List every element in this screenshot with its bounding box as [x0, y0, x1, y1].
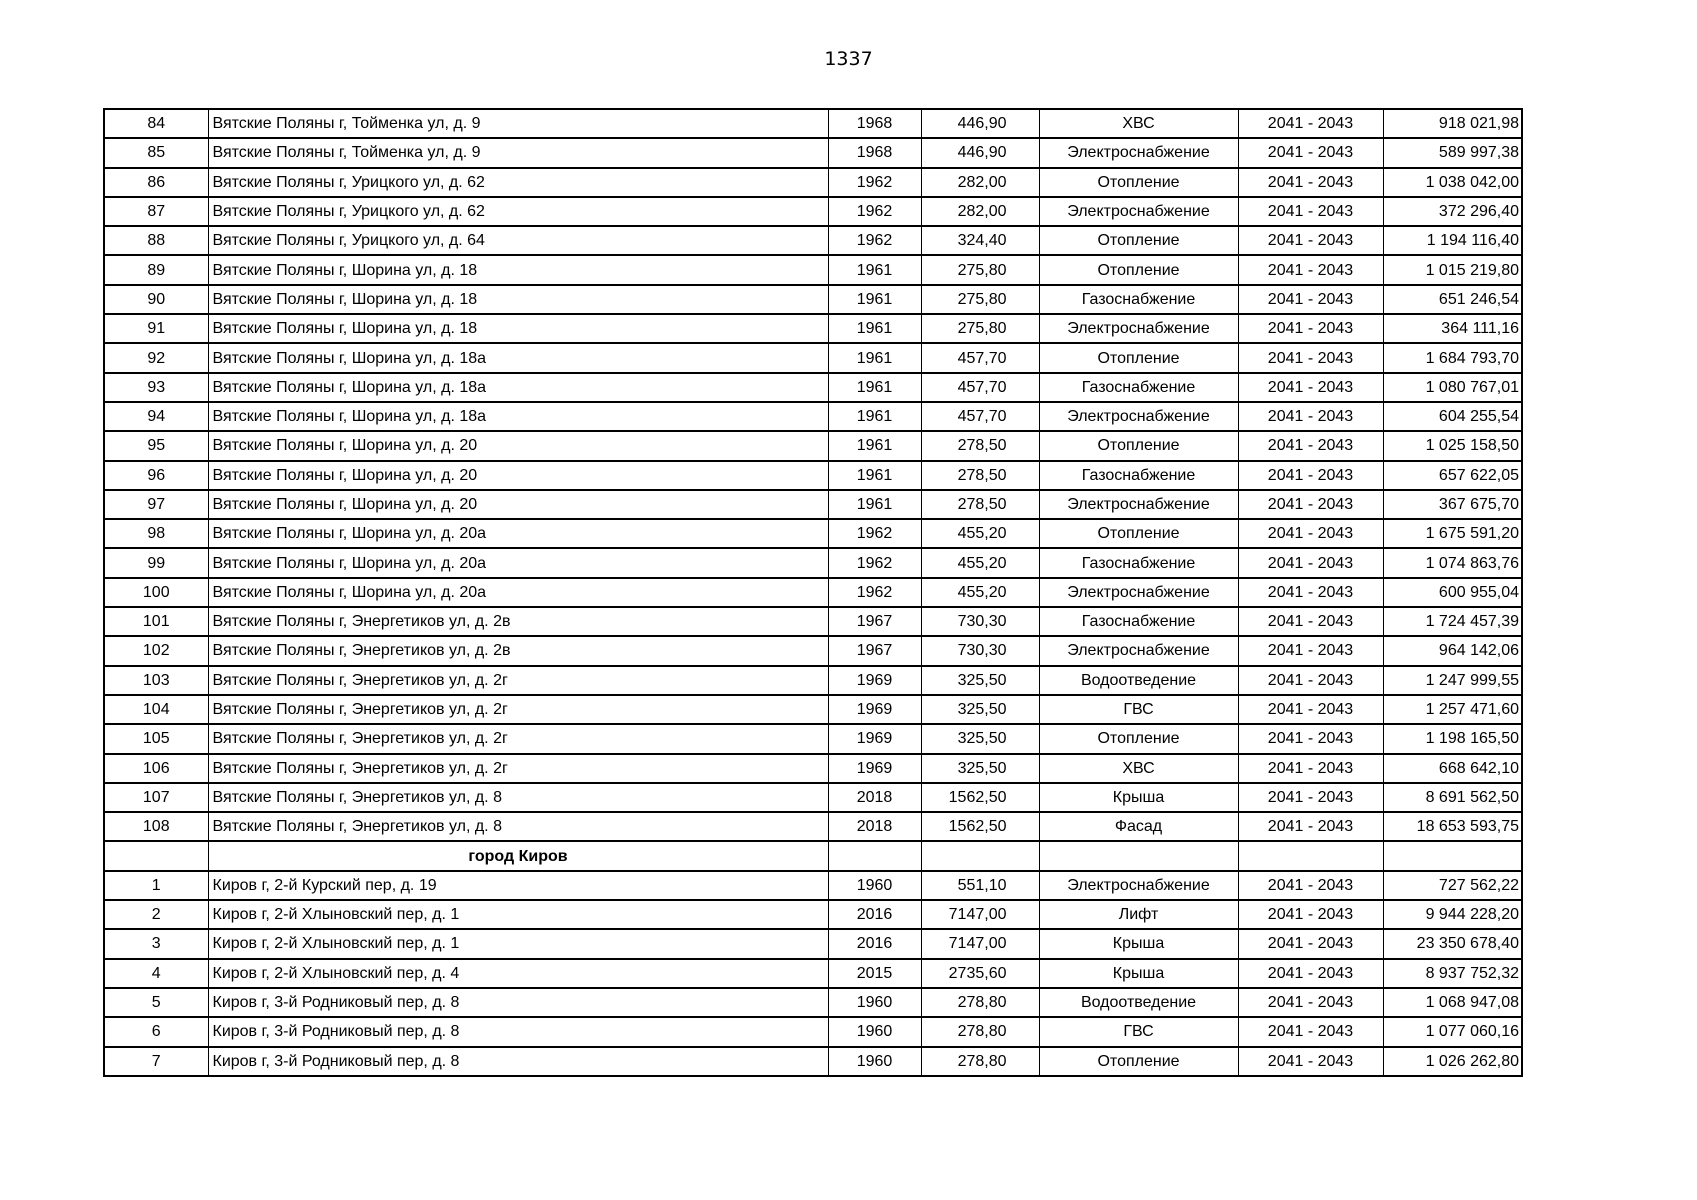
area-cell: 278,50 [921, 461, 1039, 490]
area-cell: 7147,00 [921, 929, 1039, 958]
year-built-cell: 2016 [828, 929, 921, 958]
area-cell: 457,70 [921, 373, 1039, 402]
address-cell: Киров г, 2-й Хлыновский пер, д. 1 [208, 929, 828, 958]
address-cell: Вятские Поляны г, Энергетиков ул, д. 2г [208, 754, 828, 783]
table-row [104, 255, 1522, 284]
cost-cell: 364 111,16 [1383, 314, 1522, 343]
area-cell: 278,80 [921, 1047, 1039, 1076]
year-built-cell: 1960 [828, 1047, 921, 1076]
address-cell: Вятские Поляны г, Энергетиков ул, д. 8 [208, 812, 828, 841]
area-cell: 278,50 [921, 431, 1039, 460]
row-number: 6 [104, 1017, 208, 1046]
address-cell: Вятские Поляны г, Энергетиков ул, д. 2в [208, 636, 828, 665]
table-row [104, 754, 1522, 783]
work-type-cell: Отопление [1039, 1047, 1238, 1076]
cost-cell: 589 997,38 [1383, 138, 1522, 167]
work-type-cell: Газоснабжение [1039, 607, 1238, 636]
table-row [104, 607, 1522, 636]
period-cell: 2041 - 2043 [1238, 988, 1383, 1017]
row-number: 88 [104, 226, 208, 255]
year-built-cell: 1961 [828, 285, 921, 314]
cost-cell: 1 247 999,55 [1383, 666, 1522, 695]
work-type-cell: Электроснабжение [1039, 314, 1238, 343]
cost-cell: 372 296,40 [1383, 197, 1522, 226]
address-cell: Киров г, 3-й Родниковый пер, д. 8 [208, 1017, 828, 1046]
address-cell: Вятские Поляны г, Энергетиков ул, д. 2г [208, 724, 828, 753]
year-built-cell [828, 841, 921, 870]
year-built-cell: 1962 [828, 168, 921, 197]
work-type-cell: Электроснабжение [1039, 490, 1238, 519]
row-number: 103 [104, 666, 208, 695]
period-cell: 2041 - 2043 [1238, 871, 1383, 900]
table-row [104, 548, 1522, 577]
period-cell: 2041 - 2043 [1238, 431, 1383, 460]
cost-cell: 1 015 219,80 [1383, 255, 1522, 284]
work-type-cell: Электроснабжение [1039, 402, 1238, 431]
table-row [104, 168, 1522, 197]
table-row [104, 988, 1522, 1017]
table-row [104, 314, 1522, 343]
area-cell: 457,70 [921, 402, 1039, 431]
table-row [104, 373, 1522, 402]
year-built-cell: 1969 [828, 754, 921, 783]
address-cell: Вятские Поляны г, Шорина ул, д. 20 [208, 431, 828, 460]
cost-cell: 1 077 060,16 [1383, 1017, 1522, 1046]
address-cell: Вятские Поляны г, Шорина ул, д. 18а [208, 373, 828, 402]
address-cell: Киров г, 3-й Родниковый пер, д. 8 [208, 1047, 828, 1076]
row-number: 98 [104, 519, 208, 548]
address-cell: Вятские Поляны г, Урицкого ул, д. 62 [208, 168, 828, 197]
address-cell: Вятские Поляны г, Энергетиков ул, д. 2г [208, 695, 828, 724]
cost-cell: 668 642,10 [1383, 754, 1522, 783]
row-number: 5 [104, 988, 208, 1017]
area-cell: 275,80 [921, 255, 1039, 284]
cost-cell: 1 080 767,01 [1383, 373, 1522, 402]
area-cell: 282,00 [921, 197, 1039, 226]
work-type-cell: Газоснабжение [1039, 373, 1238, 402]
table-row [104, 490, 1522, 519]
cost-cell: 8 691 562,50 [1383, 783, 1522, 812]
work-type-cell: Крыша [1039, 929, 1238, 958]
year-built-cell: 2016 [828, 900, 921, 929]
cost-cell: 1 198 165,50 [1383, 724, 1522, 753]
row-number: 97 [104, 490, 208, 519]
period-cell: 2041 - 2043 [1238, 314, 1383, 343]
year-built-cell: 1968 [828, 138, 921, 167]
year-built-cell: 2018 [828, 783, 921, 812]
period-cell: 2041 - 2043 [1238, 578, 1383, 607]
cost-cell: 651 246,54 [1383, 285, 1522, 314]
cost-cell: 367 675,70 [1383, 490, 1522, 519]
period-cell [1238, 841, 1383, 870]
address-cell: Вятские Поляны г, Шорина ул, д. 20а [208, 519, 828, 548]
period-cell: 2041 - 2043 [1238, 1047, 1383, 1076]
period-cell: 2041 - 2043 [1238, 490, 1383, 519]
address-cell: Киров г, 2-й Курский пер, д. 19 [208, 871, 828, 900]
repair-schedule-table [103, 108, 1523, 1077]
period-cell: 2041 - 2043 [1238, 754, 1383, 783]
year-built-cell: 1961 [828, 490, 921, 519]
row-number: 86 [104, 168, 208, 197]
area-cell: 457,70 [921, 343, 1039, 372]
period-cell: 2041 - 2043 [1238, 519, 1383, 548]
work-type-cell [1039, 841, 1238, 870]
cost-cell: 9 944 228,20 [1383, 900, 1522, 929]
address-cell: Вятские Поляны г, Шорина ул, д. 18 [208, 255, 828, 284]
cost-cell: 600 955,04 [1383, 578, 1522, 607]
period-cell: 2041 - 2043 [1238, 255, 1383, 284]
area-cell: 446,90 [921, 138, 1039, 167]
row-number [104, 841, 208, 870]
cost-cell: 918 021,98 [1383, 109, 1522, 138]
row-number: 84 [104, 109, 208, 138]
period-cell: 2041 - 2043 [1238, 695, 1383, 724]
row-number: 93 [104, 373, 208, 402]
year-built-cell: 2015 [828, 959, 921, 988]
period-cell: 2041 - 2043 [1238, 373, 1383, 402]
address-cell: Вятские Поляны г, Энергетиков ул, д. 8 [208, 783, 828, 812]
table-row [104, 226, 1522, 255]
year-built-cell: 1961 [828, 314, 921, 343]
table-body [104, 109, 1522, 1076]
row-number: 4 [104, 959, 208, 988]
year-built-cell: 1960 [828, 1017, 921, 1046]
row-number: 87 [104, 197, 208, 226]
period-cell: 2041 - 2043 [1238, 900, 1383, 929]
year-built-cell: 1962 [828, 548, 921, 577]
period-cell: 2041 - 2043 [1238, 285, 1383, 314]
work-type-cell: Отопление [1039, 431, 1238, 460]
address-cell: Вятские Поляны г, Шорина ул, д. 18 [208, 314, 828, 343]
period-cell: 2041 - 2043 [1238, 197, 1383, 226]
year-built-cell: 1969 [828, 695, 921, 724]
table-row [104, 695, 1522, 724]
work-type-cell: Водоотведение [1039, 666, 1238, 695]
cost-cell: 8 937 752,32 [1383, 959, 1522, 988]
work-type-cell: Отопление [1039, 226, 1238, 255]
work-type-cell: Газоснабжение [1039, 461, 1238, 490]
area-cell: 325,50 [921, 754, 1039, 783]
year-built-cell: 1967 [828, 636, 921, 665]
work-type-cell: ХВС [1039, 754, 1238, 783]
year-built-cell: 1961 [828, 431, 921, 460]
row-number: 102 [104, 636, 208, 665]
row-number: 100 [104, 578, 208, 607]
row-number: 7 [104, 1047, 208, 1076]
address-cell: Вятские Поляны г, Энергетиков ул, д. 2в [208, 607, 828, 636]
cost-cell: 1 068 947,08 [1383, 988, 1522, 1017]
work-type-cell: Лифт [1039, 900, 1238, 929]
row-number: 99 [104, 548, 208, 577]
work-type-cell: ХВС [1039, 109, 1238, 138]
work-type-cell: ГВС [1039, 695, 1238, 724]
area-cell: 551,10 [921, 871, 1039, 900]
row-number: 85 [104, 138, 208, 167]
work-type-cell: ГВС [1039, 1017, 1238, 1046]
address-cell: Вятские Поляны г, Шорина ул, д. 20 [208, 490, 828, 519]
area-cell: 275,80 [921, 285, 1039, 314]
page-number: 1337 [824, 48, 873, 70]
table-row [104, 812, 1522, 841]
address-cell: Вятские Поляны г, Шорина ул, д. 20 [208, 461, 828, 490]
area-cell: 325,50 [921, 724, 1039, 753]
address-cell: Вятские Поляны г, Тойменка ул, д. 9 [208, 138, 828, 167]
area-cell: 455,20 [921, 548, 1039, 577]
year-built-cell: 1961 [828, 343, 921, 372]
period-cell: 2041 - 2043 [1238, 783, 1383, 812]
table-row [104, 666, 1522, 695]
area-cell: 446,90 [921, 109, 1039, 138]
area-cell: 282,00 [921, 168, 1039, 197]
table-row [104, 109, 1522, 138]
year-built-cell: 1962 [828, 519, 921, 548]
table-row [104, 1017, 1522, 1046]
period-cell: 2041 - 2043 [1238, 402, 1383, 431]
period-cell: 2041 - 2043 [1238, 138, 1383, 167]
area-cell: 278,50 [921, 490, 1039, 519]
cost-cell: 1 684 793,70 [1383, 343, 1522, 372]
table-row [104, 636, 1522, 665]
row-number: 96 [104, 461, 208, 490]
address-cell: Вятские Поляны г, Энергетиков ул, д. 2г [208, 666, 828, 695]
work-type-cell: Электроснабжение [1039, 197, 1238, 226]
table-row [104, 900, 1522, 929]
period-cell: 2041 - 2043 [1238, 812, 1383, 841]
year-built-cell: 1960 [828, 988, 921, 1017]
area-cell: 730,30 [921, 636, 1039, 665]
area-cell [921, 841, 1039, 870]
row-number: 2 [104, 900, 208, 929]
work-type-cell: Крыша [1039, 959, 1238, 988]
area-cell: 275,80 [921, 314, 1039, 343]
work-type-cell: Водоотведение [1039, 988, 1238, 1017]
cost-cell: 1 074 863,76 [1383, 548, 1522, 577]
year-built-cell: 1960 [828, 871, 921, 900]
address-cell: Вятские Поляны г, Шорина ул, д. 20а [208, 578, 828, 607]
work-type-cell: Электроснабжение [1039, 578, 1238, 607]
year-built-cell: 1962 [828, 226, 921, 255]
row-number: 107 [104, 783, 208, 812]
work-type-cell: Электроснабжение [1039, 636, 1238, 665]
period-cell: 2041 - 2043 [1238, 109, 1383, 138]
period-cell: 2041 - 2043 [1238, 607, 1383, 636]
work-type-cell: Газоснабжение [1039, 285, 1238, 314]
row-number: 89 [104, 255, 208, 284]
work-type-cell: Отопление [1039, 343, 1238, 372]
year-built-cell: 1961 [828, 461, 921, 490]
period-cell: 2041 - 2043 [1238, 666, 1383, 695]
year-built-cell: 1961 [828, 255, 921, 284]
period-cell: 2041 - 2043 [1238, 343, 1383, 372]
table-row [104, 1047, 1522, 1076]
row-number: 92 [104, 343, 208, 372]
period-cell: 2041 - 2043 [1238, 1017, 1383, 1046]
address-cell: Вятские Поляны г, Урицкого ул, д. 62 [208, 197, 828, 226]
cost-cell: 657 622,05 [1383, 461, 1522, 490]
row-number: 105 [104, 724, 208, 753]
table-row [104, 724, 1522, 753]
area-cell: 1562,50 [921, 783, 1039, 812]
period-cell: 2041 - 2043 [1238, 226, 1383, 255]
table-row [104, 519, 1522, 548]
cost-cell: 1 038 042,00 [1383, 168, 1522, 197]
row-number: 3 [104, 929, 208, 958]
table-row [104, 783, 1522, 812]
cost-cell: 1 675 591,20 [1383, 519, 1522, 548]
cost-cell: 1 194 116,40 [1383, 226, 1522, 255]
period-cell: 2041 - 2043 [1238, 636, 1383, 665]
period-cell: 2041 - 2043 [1238, 929, 1383, 958]
cost-cell [1383, 841, 1522, 870]
table-row [104, 578, 1522, 607]
section-header-row [104, 841, 1522, 870]
year-built-cell: 1969 [828, 724, 921, 753]
address-cell: Вятские Поляны г, Шорина ул, д. 18а [208, 343, 828, 372]
row-number: 1 [104, 871, 208, 900]
row-number: 108 [104, 812, 208, 841]
cost-cell: 23 350 678,40 [1383, 929, 1522, 958]
address-cell: Вятские Поляны г, Шорина ул, д. 18а [208, 402, 828, 431]
year-built-cell: 1968 [828, 109, 921, 138]
area-cell: 455,20 [921, 519, 1039, 548]
year-built-cell: 1969 [828, 666, 921, 695]
table-row [104, 871, 1522, 900]
work-type-cell: Отопление [1039, 519, 1238, 548]
work-type-cell: Отопление [1039, 724, 1238, 753]
cost-cell: 1 257 471,60 [1383, 695, 1522, 724]
table-row [104, 959, 1522, 988]
table-row [104, 402, 1522, 431]
work-type-cell: Газоснабжение [1039, 548, 1238, 577]
work-type-cell: Фасад [1039, 812, 1238, 841]
row-number: 104 [104, 695, 208, 724]
table-row [104, 461, 1522, 490]
section-title: город Киров [208, 841, 828, 870]
row-number: 90 [104, 285, 208, 314]
table-row [104, 197, 1522, 226]
area-cell: 278,80 [921, 988, 1039, 1017]
cost-cell: 1 025 158,50 [1383, 431, 1522, 460]
row-number: 101 [104, 607, 208, 636]
area-cell: 730,30 [921, 607, 1039, 636]
area-cell: 2735,60 [921, 959, 1039, 988]
period-cell: 2041 - 2043 [1238, 724, 1383, 753]
address-cell: Киров г, 3-й Родниковый пер, д. 8 [208, 988, 828, 1017]
table-row [104, 285, 1522, 314]
year-built-cell: 1962 [828, 197, 921, 226]
cost-cell: 604 255,54 [1383, 402, 1522, 431]
period-cell: 2041 - 2043 [1238, 548, 1383, 577]
cost-cell: 1 026 262,80 [1383, 1047, 1522, 1076]
year-built-cell: 1961 [828, 402, 921, 431]
year-built-cell: 1961 [828, 373, 921, 402]
row-number: 106 [104, 754, 208, 783]
year-built-cell: 2018 [828, 812, 921, 841]
area-cell: 7147,00 [921, 900, 1039, 929]
cost-cell: 727 562,22 [1383, 871, 1522, 900]
area-cell: 455,20 [921, 578, 1039, 607]
year-built-cell: 1967 [828, 607, 921, 636]
address-cell: Вятские Поляны г, Тойменка ул, д. 9 [208, 109, 828, 138]
address-cell: Вятские Поляны г, Шорина ул, д. 18 [208, 285, 828, 314]
work-type-cell: Отопление [1039, 255, 1238, 284]
year-built-cell: 1962 [828, 578, 921, 607]
period-cell: 2041 - 2043 [1238, 959, 1383, 988]
area-cell: 1562,50 [921, 812, 1039, 841]
work-type-cell: Электроснабжение [1039, 138, 1238, 167]
cost-cell: 964 142,06 [1383, 636, 1522, 665]
address-cell: Вятские Поляны г, Шорина ул, д. 20а [208, 548, 828, 577]
table-row [104, 343, 1522, 372]
area-cell: 324,40 [921, 226, 1039, 255]
table-row [104, 431, 1522, 460]
area-cell: 325,50 [921, 666, 1039, 695]
cost-cell: 18 653 593,75 [1383, 812, 1522, 841]
area-cell: 325,50 [921, 695, 1039, 724]
cost-cell: 1 724 457,39 [1383, 607, 1522, 636]
period-cell: 2041 - 2043 [1238, 168, 1383, 197]
row-number: 94 [104, 402, 208, 431]
address-cell: Вятские Поляны г, Урицкого ул, д. 64 [208, 226, 828, 255]
table-row [104, 929, 1522, 958]
row-number: 91 [104, 314, 208, 343]
area-cell: 278,80 [921, 1017, 1039, 1046]
period-cell: 2041 - 2043 [1238, 461, 1383, 490]
address-cell: Киров г, 2-й Хлыновский пер, д. 1 [208, 900, 828, 929]
work-type-cell: Электроснабжение [1039, 871, 1238, 900]
work-type-cell: Отопление [1039, 168, 1238, 197]
work-type-cell: Крыша [1039, 783, 1238, 812]
table-row [104, 138, 1522, 167]
address-cell: Киров г, 2-й Хлыновский пер, д. 4 [208, 959, 828, 988]
row-number: 95 [104, 431, 208, 460]
